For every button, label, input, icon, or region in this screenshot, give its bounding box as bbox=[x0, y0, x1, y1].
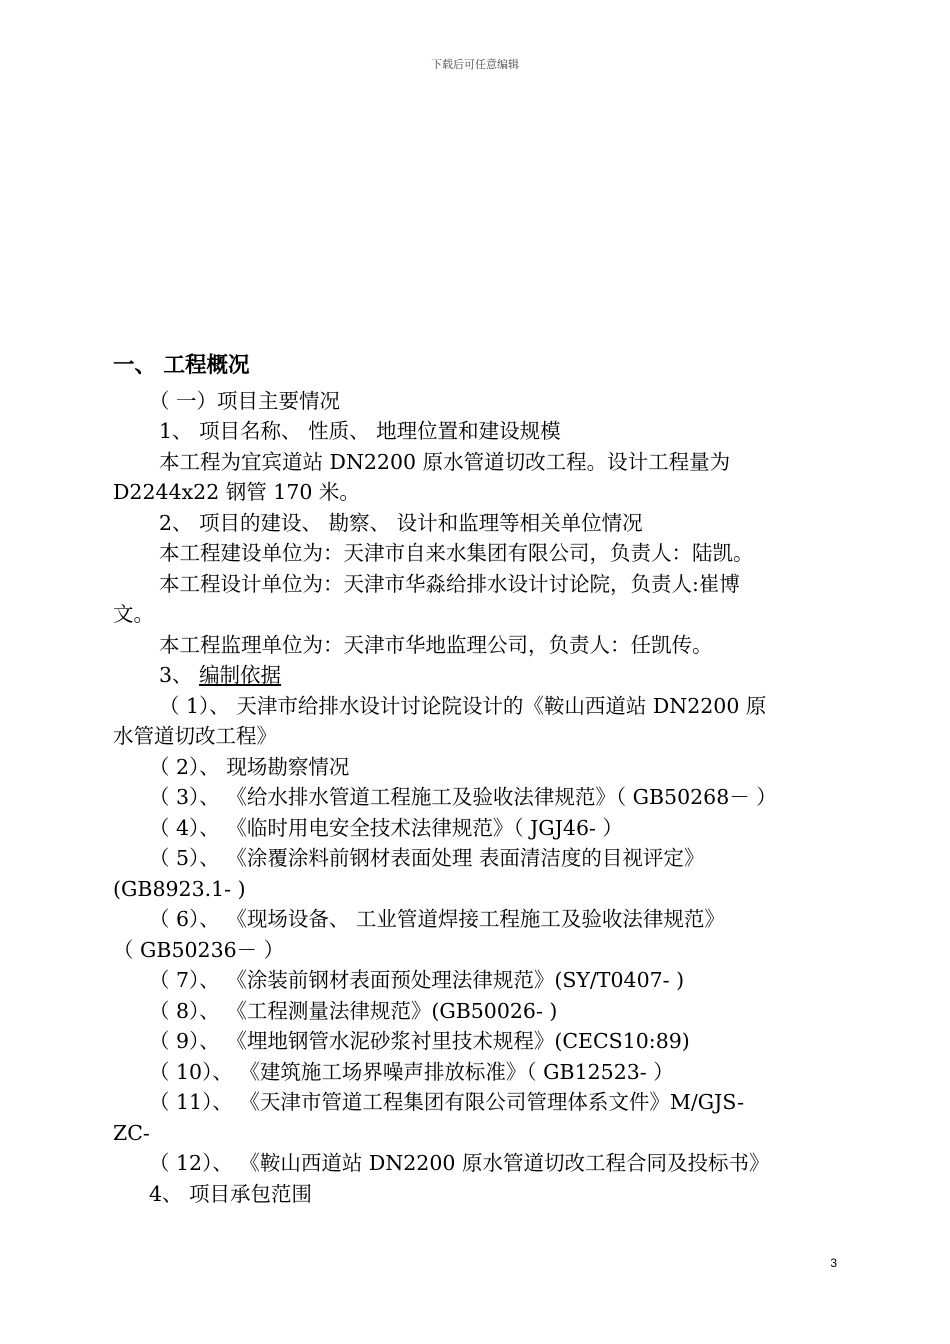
item2-build-unit: 本工程建设单位为：天津市自来水集团有限公司，负责人：陆凯。 bbox=[159, 541, 754, 565]
item2-title: 2、 项目的建设、 勘察、 设计和监理等相关单位情况 bbox=[159, 510, 643, 535]
basis-item-6: （ 6）、 《现场设备、 工业管道焊接工程施工及验收法律规范》 bbox=[149, 907, 725, 931]
basis-item-3: （ 3）、 《给水排水管道工程施工及验收法律规范》（ GB50268－ ） bbox=[149, 785, 777, 809]
basis-item-11: （ 11）、 《天津市管道工程集团有限公司管理体系文件》M/GJS- bbox=[149, 1090, 745, 1114]
document-body bbox=[113, 351, 837, 1209]
page-number: 3 bbox=[830, 1256, 837, 1270]
item2-design-unit-cont: 文。 bbox=[113, 602, 154, 626]
item3-title bbox=[113, 660, 837, 691]
subsection-title: （ 一）项目主要情况 bbox=[149, 388, 341, 413]
basis-item-1: （ 1）、 天津市给排水设计讨论院设计的《鞍山西道站 DN2200 原 bbox=[159, 693, 767, 718]
item2-supervise-unit: 本工程监理单位为：天津市华地监理公司，负责人：任凯传。 bbox=[159, 632, 713, 657]
section-title: 一、 工程概况 bbox=[113, 353, 250, 378]
basis-item-6-cont: （ GB50236－ ） bbox=[113, 937, 285, 962]
header-note: 下载后可任意编辑 bbox=[431, 58, 519, 71]
basis-item-1-cont: 水管道切改工程》 bbox=[113, 724, 277, 748]
basis-item-5: （ 5）、 《涂覆涂料前钢材表面处理 表面清洁度的目视评定》 bbox=[149, 846, 705, 870]
item3-title-text: 编制依据 bbox=[199, 663, 282, 687]
item3-number: 3、 bbox=[159, 663, 200, 687]
basis-item-2: （ 2）、 现场勘察情况 bbox=[149, 754, 350, 779]
basis-item-5-cont: (GB8923.1- ) bbox=[113, 876, 246, 901]
item2-design-unit: 本工程设计单位为：天津市华淼给排水设计讨论院，负责人:崔博 bbox=[159, 571, 740, 596]
basis-item-4: （ 4）、 《临时用电安全技术法律规范》（ JGJ46- ） bbox=[149, 815, 623, 840]
basis-item-9: （ 9）、 《埋地钢管水泥砂浆衬里技术规程》(CECS10:89) bbox=[149, 1029, 690, 1053]
basis-item-10: （ 10）、 《建筑施工场界噪声排放标准》（ GB12523- ） bbox=[149, 1059, 674, 1084]
basis-item-12: （ 12）、 《鞍山西道站 DN2200 原水管道切改工程合同及投标书》 bbox=[149, 1151, 770, 1175]
basis-item-7: （ 7）、 《涂装前钢材表面预处理法律规范》(SY/T0407- ) bbox=[149, 968, 685, 992]
basis-item-8: （ 8）、 《工程测量法律规范》(GB50026- ) bbox=[149, 998, 558, 1023]
item1-title: 1、 项目名称、 性质、 地理位置和建设规模 bbox=[159, 419, 561, 443]
item4-title: 4、 项目承包范围 bbox=[149, 1181, 313, 1206]
basis-item-11-cont: ZC- bbox=[113, 1120, 150, 1145]
item1-text-cont: D2244x22 钢管 170 米。 bbox=[113, 480, 360, 504]
item1-text: 本工程为宜宾道站 DN2200 原水管道切改工程。设计工程量为 bbox=[159, 449, 731, 474]
